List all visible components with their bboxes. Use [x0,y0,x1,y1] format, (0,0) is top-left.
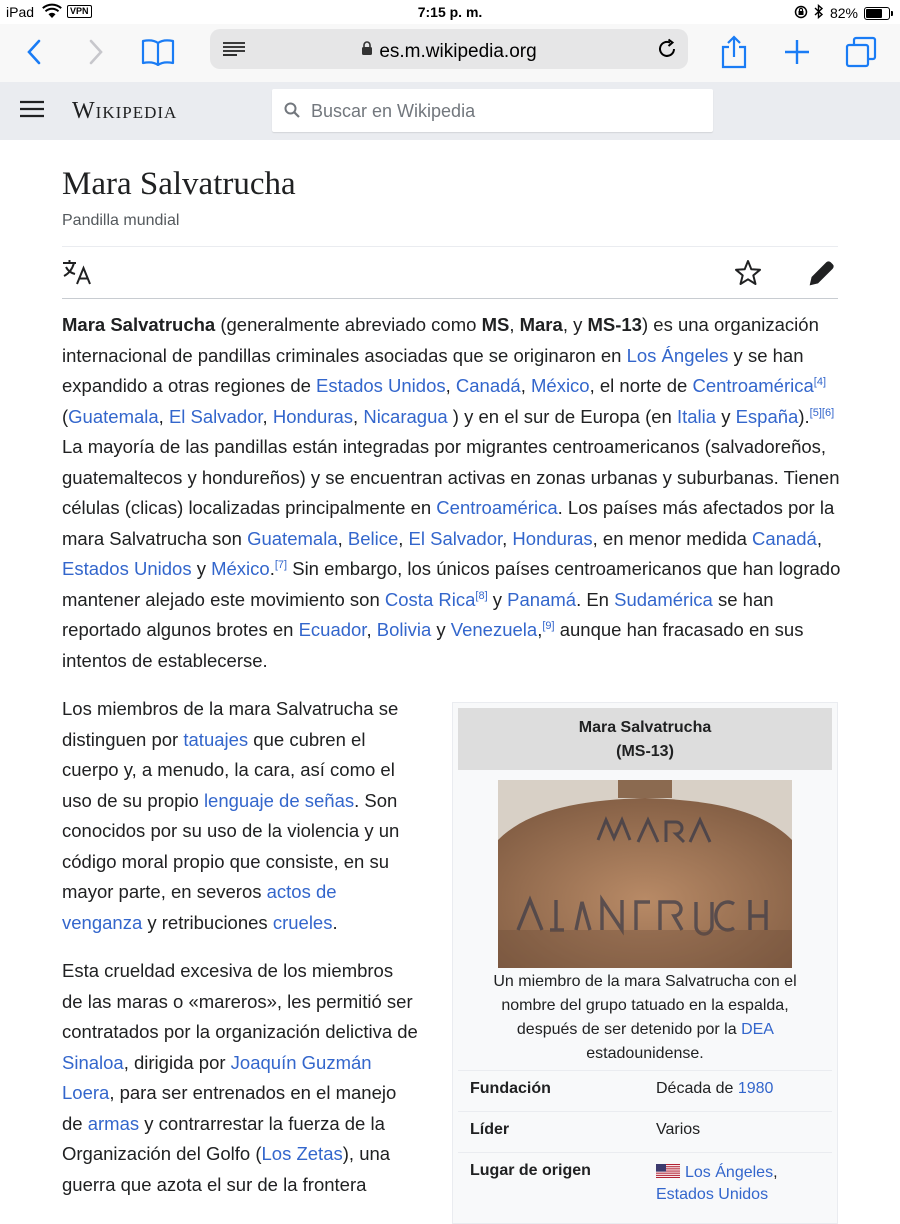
bluetooth-icon [814,4,824,22]
caption-link-dea[interactable]: DEA [741,1021,774,1038]
citation-link[interactable]: [7] [274,558,288,571]
paragraph-text: , para ser entrenados en el manejo de [62,1082,397,1134]
infobox-link-los-angeles[interactable]: Los Ángeles [685,1164,774,1181]
divider [62,246,838,247]
paragraph-text: Sin embargo, los únicos países centroamericanos que han logrado mantener alejado este movimiento son [62,558,841,610]
status-bar [0,0,900,24]
caption-text-end: estadounidense. [586,1045,704,1062]
citation-link[interactable]: [9] [542,619,555,632]
article-link[interactable]: Estados Unidos [62,558,192,579]
paragraph-text: . En [576,588,615,610]
article-link[interactable]: El Salvador [408,527,503,549]
caption-text: Un miembro de la mara Salvatrucha con el nombre del grupo tatuado en la espalda, después de ser detenido por la [493,973,797,1038]
vpn-badge: VPN [67,5,92,18]
article-link[interactable]: Guatemala [247,527,338,549]
article-link[interactable]: lenguaje de señas [203,789,355,811]
paragraph-text: ) y en el sur de Europa (en [447,405,677,427]
article-link[interactable]: Ecuador [298,619,367,640]
paragraph-text: , [353,405,364,427]
paragraph-text: , y [562,314,588,335]
clock: 7:15 p. m. [417,4,483,20]
paragraph-text: y [487,588,508,610]
infobox-key: Fundación [470,1080,551,1097]
orientation-lock-icon [794,5,808,22]
tabs-button[interactable] [841,34,881,70]
infobox-value [656,1080,773,1098]
citation-link[interactable]: [5] [809,406,822,419]
article-link[interactable]: Sinaloa [62,1051,124,1073]
infobox-title-line1: Mara Salvatrucha [578,719,712,736]
infobox-link-estados-unidos[interactable]: Estados Unidos [656,1186,769,1203]
paragraph-text: ), una guerra que azota el sur de la frontera [62,1143,391,1195]
paragraph-text: , dirigida por [123,1051,231,1073]
paragraph-text: , [337,527,348,549]
page-title: Mara Salvatrucha [62,166,296,202]
article-link[interactable]: armas [87,1112,140,1134]
article-link[interactable]: Los Ángeles [626,344,729,366]
paragraph-text: ) es una organización internacional de pandillas criminales asociadas que se originaron en [62,314,819,366]
page-actions [62,256,838,290]
infobox-row-lugar-de-origen [458,1152,832,1224]
bold-text: MS-13 [587,314,642,335]
article-link[interactable]: Honduras [512,527,593,549]
paragraph-text: Esta crueldad excesiva de los miembros de las maras o «mareros», les permitió ser contratados por la organización delictiva de [62,960,418,1042]
search-box[interactable] [272,89,713,132]
paragraph-text: , [537,619,543,640]
share-button[interactable] [714,34,754,70]
article-link[interactable]: Centroamérica [436,497,558,518]
paragraph-text: , [520,375,531,396]
bold-text: MS [481,314,510,335]
article-link[interactable]: Sudamérica [614,588,713,610]
article-link[interactable]: actos de venganza [62,881,337,933]
wikipedia-logo[interactable]: Wikipedia [72,98,178,124]
paragraph-text: , [816,527,822,549]
divider [62,298,838,299]
article-link[interactable]: España [735,405,799,427]
paragraph-text: . Son conocidos por su uso de la violencia y un código moral propio que consiste, en su mayor parte, en severos [62,789,400,902]
paragraph-text: ( [62,405,69,427]
article-link[interactable]: Guatemala [68,405,159,427]
article-link[interactable]: México [211,558,270,579]
infobox-row-lider [458,1111,832,1152]
lock-icon [361,40,373,62]
paragraph-text: (generalmente abreviado como [215,314,482,335]
battery-icon [864,7,890,20]
paragraph-text: . [269,558,275,579]
paragraph-text: ). [798,405,810,427]
article-link[interactable]: Honduras [272,405,354,427]
forward-button[interactable] [76,34,116,70]
address-bar[interactable] [210,29,688,69]
article-paragraph-3 [62,956,418,1200]
infobox-link-1980[interactable]: 1980 [737,1080,774,1097]
edit-pencil-icon[interactable] [808,259,836,292]
browser-toolbar [0,24,900,83]
battery-level [866,9,882,18]
paragraph-text: . Los países más afectados por la mara Salvatrucha son [62,497,835,549]
paragraph-text: , el norte de [589,375,693,396]
paragraph-text: y [431,619,451,640]
article-link[interactable]: Centroamérica [692,375,814,396]
paragraph-text: , [502,527,513,549]
article-link[interactable]: El Salvador [168,405,263,427]
infobox [452,702,838,1224]
paragraph-text: y retribuciones [142,911,273,933]
search-input[interactable]: Buscar en Wikipedia [311,101,476,121]
article-link[interactable]: México [531,375,590,396]
watchlist-star-icon[interactable] [734,259,762,292]
article-link[interactable]: Bolivia [376,619,432,640]
article-link[interactable]: Costa Rica [384,588,476,610]
infobox-title [458,708,832,770]
paragraph-text: , [398,527,409,549]
infobox-key: Lugar de origen [470,1162,591,1179]
bookmarks-button[interactable] [138,34,178,70]
citation-link[interactable]: [6] [821,406,835,419]
paragraph-text: , [262,405,273,427]
wiki-header [0,82,900,140]
paragraph-text: se han reportado algunos brotes en [62,588,774,640]
article-paragraph-intro [62,310,842,676]
paragraph-text: . [332,911,338,933]
article-link[interactable]: Panamá [507,588,577,610]
infobox-row-fundacion [458,1070,832,1111]
paragraph-text: y contrarrestar la fuerza de la Organización del Golfo ( [62,1112,385,1164]
infobox-value: Varios [656,1121,701,1138]
citation-link[interactable]: [8] [475,589,488,602]
infobox-value-text: Década de [656,1080,738,1097]
bold-text: Mara Salvatrucha [62,314,216,335]
back-button[interactable] [14,34,54,70]
paragraph-text: , en menor medida [592,527,753,549]
infobox-value [656,1162,778,1206]
article-link[interactable]: tatuajes [183,728,249,750]
article-link[interactable]: Los Zetas [261,1143,343,1164]
page-subtitle: Pandilla mundial [62,212,180,229]
article-link[interactable]: Canadá [455,375,521,396]
paragraph-text: y [716,405,736,427]
menu-icon[interactable] [20,99,44,124]
paragraph-text: aunque han fracasado en sus intentos de establecerse. [62,619,804,671]
article-link[interactable]: Estados Unidos [316,375,446,396]
paragraph-text: y [191,558,212,579]
reload-icon[interactable] [656,38,678,65]
article-link[interactable]: Belice [347,527,399,549]
paragraph-text: , [158,405,169,427]
device-label: iPad [6,4,35,20]
infobox-comma: , [773,1164,778,1181]
us-flag-icon [656,1163,680,1177]
paragraph-text: , [366,619,377,640]
paragraph-text: que cubren el cuerpo y, a menudo, la cara, así como el uso de su propio [62,728,395,811]
article-link[interactable]: Canadá [752,527,817,549]
paragraph-text: , [509,314,520,335]
language-icon[interactable] [62,258,92,291]
article-link[interactable]: Italia [676,405,717,427]
infobox-caption [453,968,837,1066]
new-tab-button[interactable] [777,34,817,70]
paragraph-text: Los miembros de la mara Salvatrucha se distinguen por [62,698,399,750]
url-text: es.m.wikipedia.org [379,41,537,62]
citation-link[interactable]: [4] [813,375,827,388]
article-link[interactable]: Venezuela [450,619,538,640]
article-link[interactable]: Joaquín Guzmán Loera [62,1051,372,1103]
paragraph-text: , [445,375,456,396]
article-paragraph-2 [62,694,418,938]
paragraph-text: La mayoría de las pandillas están integradas por migrantes centroamericanos (salvadoreños, guatemaltecos y hondureños) y se encuentran activas en zonas urbanas y suburbanas. Tienen células (clicas) localizadas principalmente en [62,436,840,518]
infobox-photo[interactable] [498,780,792,968]
infobox-key: Líder [470,1121,510,1138]
paragraph-text: y se han expandido a otras regiones de [62,344,804,396]
search-icon [284,102,300,123]
article-link[interactable]: crueles [272,911,333,933]
infobox-title-line2: (MS-13) [616,743,674,760]
bold-text: Mara [519,314,563,335]
article-link[interactable]: Nicaragua [363,405,448,427]
battery-percent: 82% [829,5,858,21]
